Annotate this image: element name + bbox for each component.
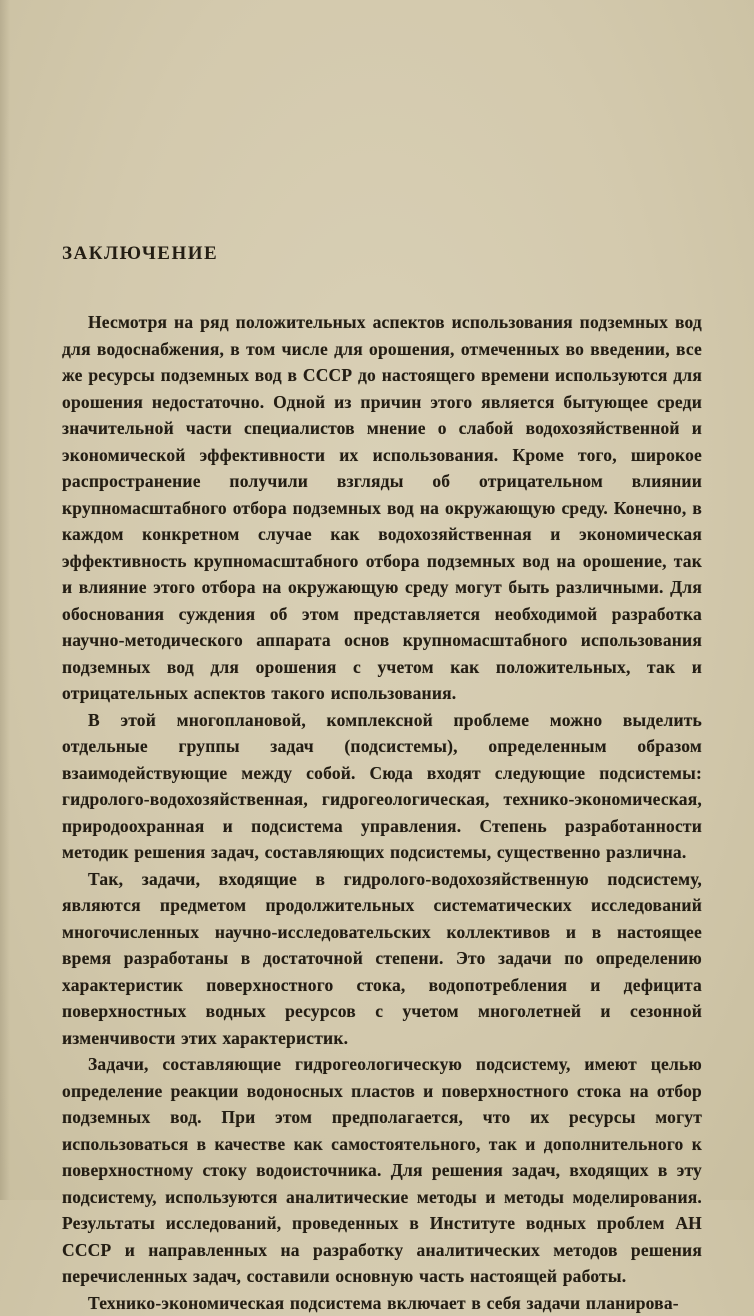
paragraph: Задачи, составляющие гидрогеологическую подсистему, имеют целью определение реакции водоносных пластов и поверхностного стока на отбор подземных вод. При этом предполагается, что их ресурсы могут использоваться в качестве как самостоятельного, так и дополнительного к поверхностному стоку водоисточника. Для решения задач, входящих в эту подсистему, используются аналитические методы и методы моделирования. Результаты исследований, проведенных в Институте водных проблем АН СССР и направленных на разработку аналитических методов решения перечисленных задач, составили основную часть настоящей работы.	[62, 1051, 702, 1290]
paragraph: Так, задачи, входящие в гидролого-водохозяйственную подсистему, являются предметом продолжительных систематических исследований многочисленных научно-исследовательских коллективов и в настоящее время разработаны в достаточной степени. Это задачи по определению характеристик поверхностного стока, водопотребления и дефицита поверхностных водных ресурсов с учетом многолетней и сезонной изменчивости этих характеристик.	[62, 866, 702, 1052]
paragraph: В этой многоплановой, комплексной проблеме можно выделить отдельные группы задач (подсистемы), определенным образом взаимодействующие между собой. Сюда входят следующие подсистемы: гидролого-водохозяйственная, гидрогеологическая, технико-экономическая, природоохранная и подсистема управления. Степень разработанности методик решения задач, составляющих подсистемы, существенно различна.	[62, 707, 702, 866]
page-title: ЗАКЛЮЧЕНИЕ	[62, 243, 702, 265]
paragraph: Несмотря на ряд положительных аспектов использования подземных вод для водоснабжения, в том числе для орошения, отмеченных во введении, все же ресурсы подземных вод в СССР до настоящего времени используются для орошения недостаточно. Одной из причин этого является бытующее среди значительной части специалистов мнение о слабой водохозяйственной и экономической эффективности их использования. Кроме того, широкое распространение получили взгляды об отрицательном влиянии крупномасштабного отбора подземных вод на окружающую среду. Конечно, в каждом конкретном случае как водохозяйственная и экономическая эффективность крупномасштабного отбора подземных вод на орошение, так и влияние этого отбора на окружающую среду могут быть различными. Для обоснования суждения об этом представляется необходимой разработка научно-методического аппарата основ крупномасштабного использования подземных вод для орошения с учетом как положительных, так и отрицательных аспектов такого использования.	[62, 309, 702, 707]
paragraph: Технико-экономическая подсистема включает в себя задачи планирова-	[62, 1290, 702, 1316]
body-text	[62, 309, 702, 1316]
